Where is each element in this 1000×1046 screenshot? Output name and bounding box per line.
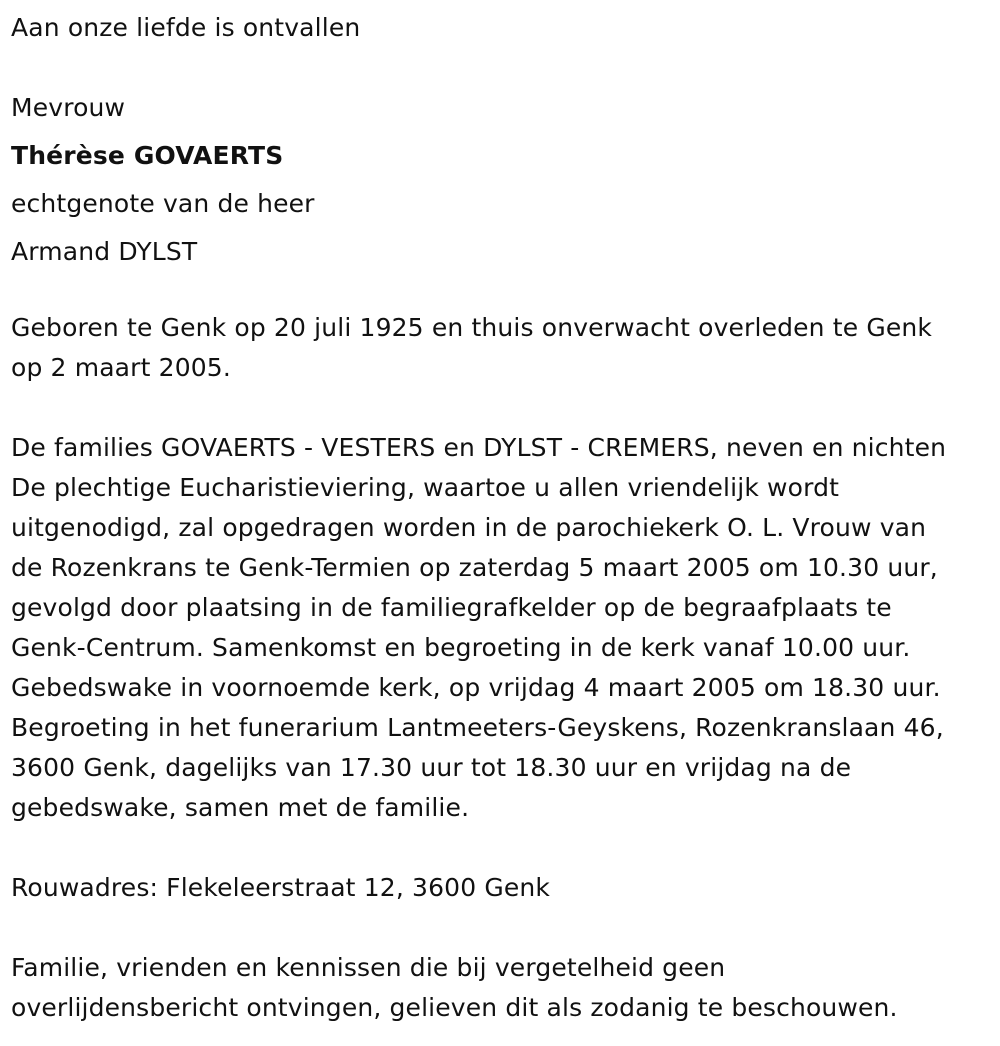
spacer — [11, 388, 996, 428]
relation-line: echtgenote van de heer — [11, 189, 315, 218]
paragraph-line: De plechtige Eucharistieviering, waartoe u allen vriendelijk wordt — [11, 473, 840, 502]
paragraph-line: op 2 maart 2005. — [11, 353, 231, 382]
obituary-notice — [11, 4, 996, 1028]
spouse-name: Armand DYLST — [11, 237, 198, 266]
paragraph-line: overlijdensbericht ontvingen, gelieven dit als zodanig te beschouwen. — [11, 993, 898, 1022]
mourning-address — [11, 868, 996, 908]
paragraph-line: Geboren te Genk op 20 juli 1925 en thuis onverwacht overleden te Genk — [11, 313, 932, 342]
paragraph-line: de Rozenkrans te Genk-Termien op zaterdag 5 maart 2005 om 10.30 uur, — [11, 553, 938, 582]
paragraph-line: Begroeting in het funerarium Lantmeeters-Geyskens, Rozenkranslaan 46, — [11, 713, 944, 742]
paragraph-line: De families GOVAERTS - VESTERS en DYLST - CREMERS, neven en nichten — [11, 433, 947, 462]
paragraph-line: Familie, vrienden en kennissen die bij vergetelheid geen — [11, 953, 726, 982]
paragraph-line: uitgenodigd, zal opgedragen worden in de parochiekerk O. L. Vrouw van — [11, 513, 927, 542]
address-line: Rouwadres: Flekeleerstraat 12, 3600 Genk — [11, 873, 551, 902]
intro-line: Aan onze liefde is ontvallen — [11, 13, 361, 42]
spacer — [11, 828, 996, 868]
salutation: Mevrouw — [11, 93, 126, 122]
spacer — [11, 908, 996, 948]
deceased-name: Thérèse GOVAERTS — [11, 141, 284, 170]
closing-paragraph — [11, 948, 996, 1028]
spacer — [11, 52, 996, 84]
spacer — [11, 276, 996, 308]
birth-death-paragraph — [11, 308, 996, 388]
ceremony-paragraph — [11, 428, 996, 828]
paragraph-line: gevolgd door plaatsing in de familiegrafkelder op de begraafplaats te — [11, 593, 892, 622]
paragraph-line: 3600 Genk, dagelijks van 17.30 uur tot 18.30 uur en vrijdag na de — [11, 753, 852, 782]
paragraph-line: Genk-Centrum. Samenkomst en begroeting in de kerk vanaf 10.00 uur. — [11, 633, 911, 662]
paragraph-line: gebedswake, samen met de familie. — [11, 793, 470, 822]
paragraph-line: Gebedswake in voornoemde kerk, op vrijdag 4 maart 2005 om 18.30 uur. — [11, 673, 941, 702]
